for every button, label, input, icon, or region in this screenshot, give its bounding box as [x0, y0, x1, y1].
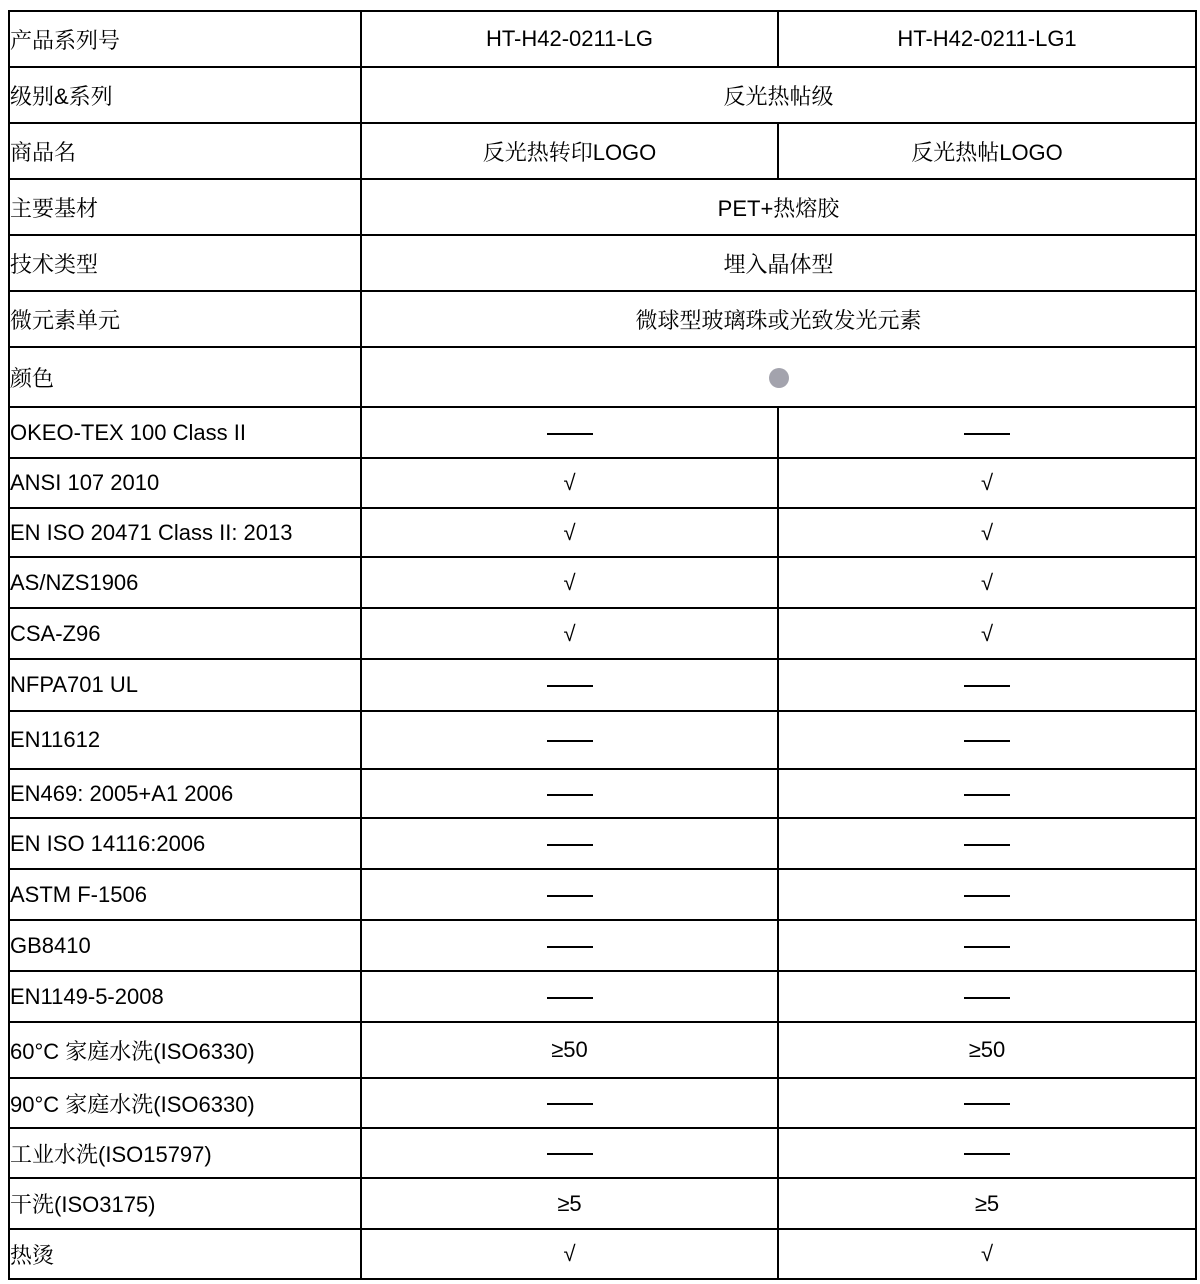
not-applicable-dash [547, 685, 593, 687]
product-name-lg1: 反光热帖LOGO [778, 123, 1196, 179]
standard-row [9, 1128, 1196, 1178]
header-label: 产品系列号 [9, 11, 361, 67]
standard-value-lg: ≥50 [361, 1022, 778, 1078]
standard-value-lg [361, 869, 778, 920]
standard-row [9, 508, 1196, 557]
standard-row [9, 659, 1196, 711]
standard-value-lg1 [778, 407, 1196, 458]
standard-value-lg1 [778, 1078, 1196, 1128]
standard-value-lg1 [778, 920, 1196, 971]
not-applicable-dash [964, 794, 1010, 796]
standard-value-lg1 [778, 1128, 1196, 1178]
product-name-lg: 反光热转印LOGO [361, 123, 778, 179]
standard-value-lg1: √ [778, 458, 1196, 508]
standard-row [9, 818, 1196, 869]
standard-value-lg: √ [361, 557, 778, 608]
standard-label: CSA-Z96 [9, 608, 361, 659]
standard-row [9, 458, 1196, 508]
standard-value-lg1: √ [778, 508, 1196, 557]
micro-element-label: 微元素单元 [9, 291, 361, 347]
standard-row [9, 1229, 1196, 1279]
standard-label: NFPA701 UL [9, 659, 361, 711]
standard-value-lg [361, 818, 778, 869]
micro-element-value: 微球型玻璃珠或光致发光元素 [361, 291, 1196, 347]
standard-value-lg: √ [361, 458, 778, 508]
standard-value-lg: √ [361, 1229, 778, 1279]
not-applicable-dash [964, 1103, 1010, 1105]
not-applicable-dash [964, 946, 1010, 948]
standard-label: ASTM F-1506 [9, 869, 361, 920]
standard-value-lg [361, 711, 778, 769]
not-applicable-dash [964, 685, 1010, 687]
standard-label: EN11612 [9, 711, 361, 769]
not-applicable-dash [964, 1153, 1010, 1155]
standard-value-lg [361, 1078, 778, 1128]
standard-value-lg [361, 659, 778, 711]
standard-row [9, 971, 1196, 1022]
standard-value-lg: ≥5 [361, 1178, 778, 1229]
not-applicable-dash [964, 844, 1010, 846]
color-cell [361, 347, 1196, 407]
standard-label: EN1149-5-2008 [9, 971, 361, 1022]
standard-label: EN469: 2005+A1 2006 [9, 769, 361, 818]
grade-label: 级别&系列 [9, 67, 361, 123]
standard-value-lg1: √ [778, 608, 1196, 659]
standard-row [9, 557, 1196, 608]
color-label: 颜色 [9, 347, 361, 407]
standard-value-lg [361, 407, 778, 458]
not-applicable-dash [964, 740, 1010, 742]
standard-row [9, 407, 1196, 458]
base-material-row [9, 179, 1196, 235]
standard-value-lg: √ [361, 508, 778, 557]
model-lg: HT-H42-0211-LG [361, 11, 778, 67]
standard-value-lg [361, 920, 778, 971]
not-applicable-dash [547, 997, 593, 999]
technology-row [9, 235, 1196, 291]
standard-row [9, 920, 1196, 971]
micro-element-row [9, 291, 1196, 347]
color-row [9, 347, 1196, 407]
not-applicable-dash [547, 946, 593, 948]
not-applicable-dash [547, 433, 593, 435]
model-lg1: HT-H42-0211-LG1 [778, 11, 1196, 67]
standard-row [9, 1078, 1196, 1128]
standard-label: EN ISO 14116:2006 [9, 818, 361, 869]
standard-value-lg1 [778, 659, 1196, 711]
not-applicable-dash [964, 997, 1010, 999]
standard-value-lg1 [778, 818, 1196, 869]
standard-value-lg1: ≥5 [778, 1178, 1196, 1229]
standard-label: 90°C 家庭水洗(ISO6330) [9, 1078, 361, 1128]
standard-row [9, 711, 1196, 769]
product-name-row [9, 123, 1196, 179]
not-applicable-dash [547, 895, 593, 897]
standard-value-lg1: ≥50 [778, 1022, 1196, 1078]
standard-value-lg1 [778, 711, 1196, 769]
not-applicable-dash [547, 1103, 593, 1105]
standard-value-lg1: √ [778, 1229, 1196, 1279]
product-name-label: 商品名 [9, 123, 361, 179]
standard-label: ANSI 107 2010 [9, 458, 361, 508]
standard-label: AS/NZS1906 [9, 557, 361, 608]
not-applicable-dash [547, 740, 593, 742]
standard-label: 热烫 [9, 1229, 361, 1279]
standard-row [9, 769, 1196, 818]
standard-label: 工业水洗(ISO15797) [9, 1128, 361, 1178]
standard-value-lg1: √ [778, 557, 1196, 608]
base-material-value: PET+热熔胶 [361, 179, 1196, 235]
not-applicable-dash [964, 433, 1010, 435]
spec-table [8, 10, 1197, 1280]
technology-value: 埋入晶体型 [361, 235, 1196, 291]
standard-value-lg1 [778, 971, 1196, 1022]
standard-value-lg1 [778, 869, 1196, 920]
standard-value-lg: √ [361, 608, 778, 659]
technology-label: 技术类型 [9, 235, 361, 291]
not-applicable-dash [547, 1153, 593, 1155]
standard-row [9, 1022, 1196, 1078]
standard-label: GB8410 [9, 920, 361, 971]
standard-label: OKEO-TEX 100 Class II [9, 407, 361, 458]
grade-row [9, 67, 1196, 123]
standard-label: 60°C 家庭水洗(ISO6330) [9, 1022, 361, 1078]
standard-value-lg [361, 769, 778, 818]
standard-value-lg [361, 1128, 778, 1178]
base-material-label: 主要基材 [9, 179, 361, 235]
not-applicable-dash [547, 794, 593, 796]
grade-value: 反光热帖级 [361, 67, 1196, 123]
standard-label: 干洗(ISO3175) [9, 1178, 361, 1229]
not-applicable-dash [964, 895, 1010, 897]
spec-table-body [9, 11, 1196, 1279]
header-row [9, 11, 1196, 67]
not-applicable-dash [547, 844, 593, 846]
standard-label: EN ISO 20471 Class II: 2013 [9, 508, 361, 557]
standard-value-lg [361, 971, 778, 1022]
standard-row [9, 869, 1196, 920]
standard-row [9, 1178, 1196, 1229]
color-swatch [769, 368, 789, 388]
standard-row [9, 608, 1196, 659]
standard-value-lg1 [778, 769, 1196, 818]
